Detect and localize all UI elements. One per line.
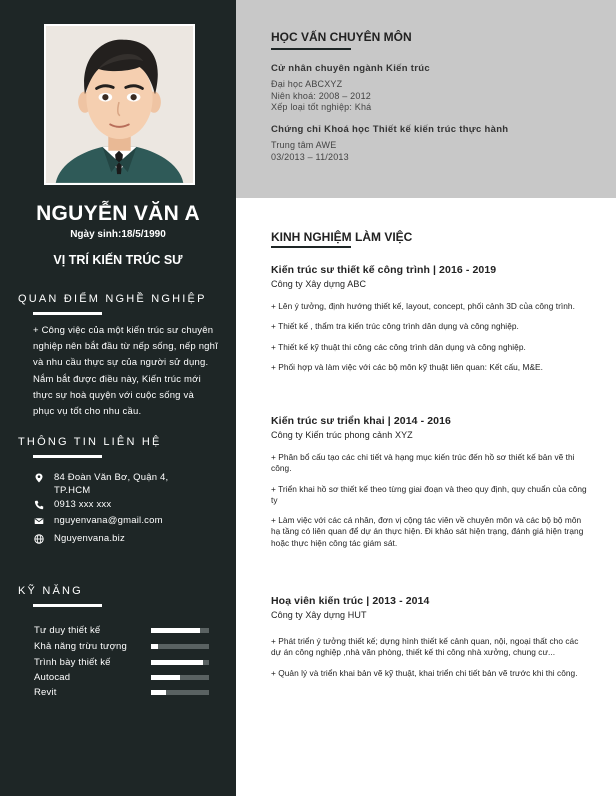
job-entry bbox=[271, 415, 589, 558]
job-bullet: + Quản lý và triển khai bản vẽ kỹ thuật, khai triển chi tiết bản vẽ trước khi thi công. bbox=[271, 667, 578, 678]
skill-row bbox=[34, 641, 210, 654]
job-company: Công ty Xây dựng HUT bbox=[271, 610, 367, 620]
job-entry bbox=[271, 595, 589, 688]
dob-value: 18/5/1990 bbox=[121, 229, 166, 240]
contact-divider bbox=[33, 455, 102, 458]
education-years: 03/2013 – 11/2013 bbox=[271, 151, 349, 162]
experience-divider bbox=[271, 246, 351, 248]
job-title: Kiến trúc sư thiết kế công trình | 2016 - 2019 bbox=[271, 264, 497, 276]
profile-photo bbox=[44, 24, 195, 185]
skill-bar bbox=[151, 660, 209, 665]
job-bullets bbox=[271, 452, 589, 549]
job-position: VỊ TRÍ KIẾN TRÚC SƯ bbox=[53, 253, 183, 267]
skill-fill bbox=[151, 690, 166, 695]
job-entry bbox=[271, 264, 589, 382]
education-divider bbox=[271, 48, 351, 50]
skill-row bbox=[34, 672, 210, 685]
skill-bar bbox=[151, 628, 209, 633]
email-text[interactable]: nguyenvana@gmail.com bbox=[54, 515, 163, 526]
globe-icon bbox=[34, 533, 54, 545]
job-bullet: + Phân bổ cấu tạo các chi tiết và hạng mục kiến trúc đến hồ sơ thiết kế bản vẽ thi công. bbox=[271, 452, 575, 474]
contact-phone bbox=[34, 499, 204, 512]
skill-fill bbox=[151, 660, 203, 665]
website-text[interactable]: Nguyenvana.biz bbox=[54, 533, 125, 544]
skills-heading: KỸ NĂNG bbox=[18, 585, 83, 597]
job-bullet: + Thiết kế , thẩm tra kiến trúc công trình dân dụng và công nghiệp. bbox=[271, 321, 519, 332]
skill-bar bbox=[151, 690, 209, 695]
job-bullet: + Triển khai hồ sơ thiết kế theo từng giai đoạn và theo quy định, quy chuẩn của công ty bbox=[271, 483, 587, 505]
job-title: Hoạ viên kiến trúc | 2013 - 2014 bbox=[271, 595, 430, 607]
job-bullet: + Lên ý tưởng, định hướng thiết kế, layout, concept, phối cảnh 3D của công trình. bbox=[271, 301, 575, 311]
job-bullet: + Phối hợp và làm việc với các bộ môn kỹ thuật liên quan: Kết cấu, M&E. bbox=[271, 361, 543, 372]
skill-label: Khả năng trừu tượng bbox=[34, 641, 127, 652]
skill-label: Trình bày thiết kế bbox=[34, 657, 111, 668]
skill-label: Autocad bbox=[34, 672, 71, 683]
education-title: Cử nhân chuyên ngành Kiến trúc bbox=[271, 63, 430, 74]
job-bullets bbox=[271, 636, 589, 679]
job-bullet: + Thiết kế kỹ thuật thi công các công trình dân dụng và công nghiệp. bbox=[271, 341, 526, 352]
phone-icon bbox=[34, 499, 54, 511]
contact-website bbox=[34, 533, 204, 546]
education-title: Chứng chỉ Khoá học Thiết kế kiến trúc thực hành bbox=[271, 124, 509, 135]
sidebar bbox=[0, 0, 236, 796]
education-school: Trung tâm AWE bbox=[271, 140, 337, 150]
skill-label: Revit bbox=[34, 687, 57, 698]
objective-text: + Công việc của một kiến trúc sư chuyên nghiệp nên bắt đầu từ nếp sống, nếp nghĩ và nhu cầu thực sự của người sử dụng. Nắm bắt được điều này, Kiến trúc mới thực sự hoà quyện với cuộc sống và phục vụ tốt cho nhu cầu. bbox=[33, 325, 218, 418]
job-bullet: + Phát triển ý tưởng thiết kế; dựng hình thiết kế cảnh quan, nội, ngoại thất cho các dự án công nghiệp ,nhà văn phòng, thiết kế thi công nhà xưởng, chung cư... bbox=[271, 636, 579, 658]
education-school: Đại học ABCXYZ bbox=[271, 79, 343, 89]
skills-divider bbox=[33, 604, 102, 607]
education-item bbox=[271, 63, 601, 114]
date-of-birth bbox=[0, 229, 236, 240]
contact-heading: THÔNG TIN LIÊN HỆ bbox=[18, 436, 162, 448]
job-title: Kiến trúc sư triển khai | 2014 - 2016 bbox=[271, 415, 451, 427]
job-company: Công ty Kiến trúc phong cảnh XYZ bbox=[271, 430, 413, 440]
education-years: Niên khoá: 2008 – 2012 bbox=[271, 90, 371, 101]
education-item bbox=[271, 124, 601, 163]
objective-divider bbox=[33, 312, 102, 315]
skill-bar bbox=[151, 644, 209, 649]
job-bullets bbox=[271, 301, 589, 373]
email-icon bbox=[34, 515, 54, 527]
skill-fill bbox=[151, 628, 200, 633]
skill-row bbox=[34, 687, 210, 700]
location-icon bbox=[34, 472, 54, 484]
contact-address bbox=[34, 472, 204, 497]
address-text: 84 Đoàn Văn Bơ, Quận 4, TP.HCM bbox=[54, 472, 169, 496]
skill-fill bbox=[151, 675, 180, 680]
dob-label: Ngày sinh: bbox=[70, 229, 122, 240]
skill-bar bbox=[151, 675, 209, 680]
job-company: Công ty Xây dựng ABC bbox=[271, 279, 367, 289]
education-heading: HỌC VẤN CHUYÊN MÔN bbox=[271, 30, 412, 44]
skill-row bbox=[34, 625, 210, 638]
objective-heading: QUAN ĐIỂM NGHỀ NGHIỆP bbox=[18, 293, 207, 305]
skill-fill bbox=[151, 644, 158, 649]
experience-heading: KINH NGHIỆM LÀM VIỆC bbox=[271, 230, 413, 244]
full-name: NGUYỄN VĂN A bbox=[36, 202, 200, 225]
skill-label: Tư duy thiết kế bbox=[34, 625, 101, 636]
phone-text: 0913 xxx xxx bbox=[54, 499, 112, 510]
education-grade: Xếp loại tốt nghiệp: Khá bbox=[271, 102, 372, 112]
job-bullet: + Làm việc với các cá nhân, đơn vị cộng tác viên về chuyên môn và các bộ bộ môn hạ tầng có liên quan để dự án thực hiện. Đi khảo sát hiện trạng, đánh giá hiện trạng hoặc thực hiện công tác giám sát. bbox=[271, 515, 584, 548]
contact-email bbox=[34, 515, 204, 528]
skill-row bbox=[34, 657, 210, 670]
